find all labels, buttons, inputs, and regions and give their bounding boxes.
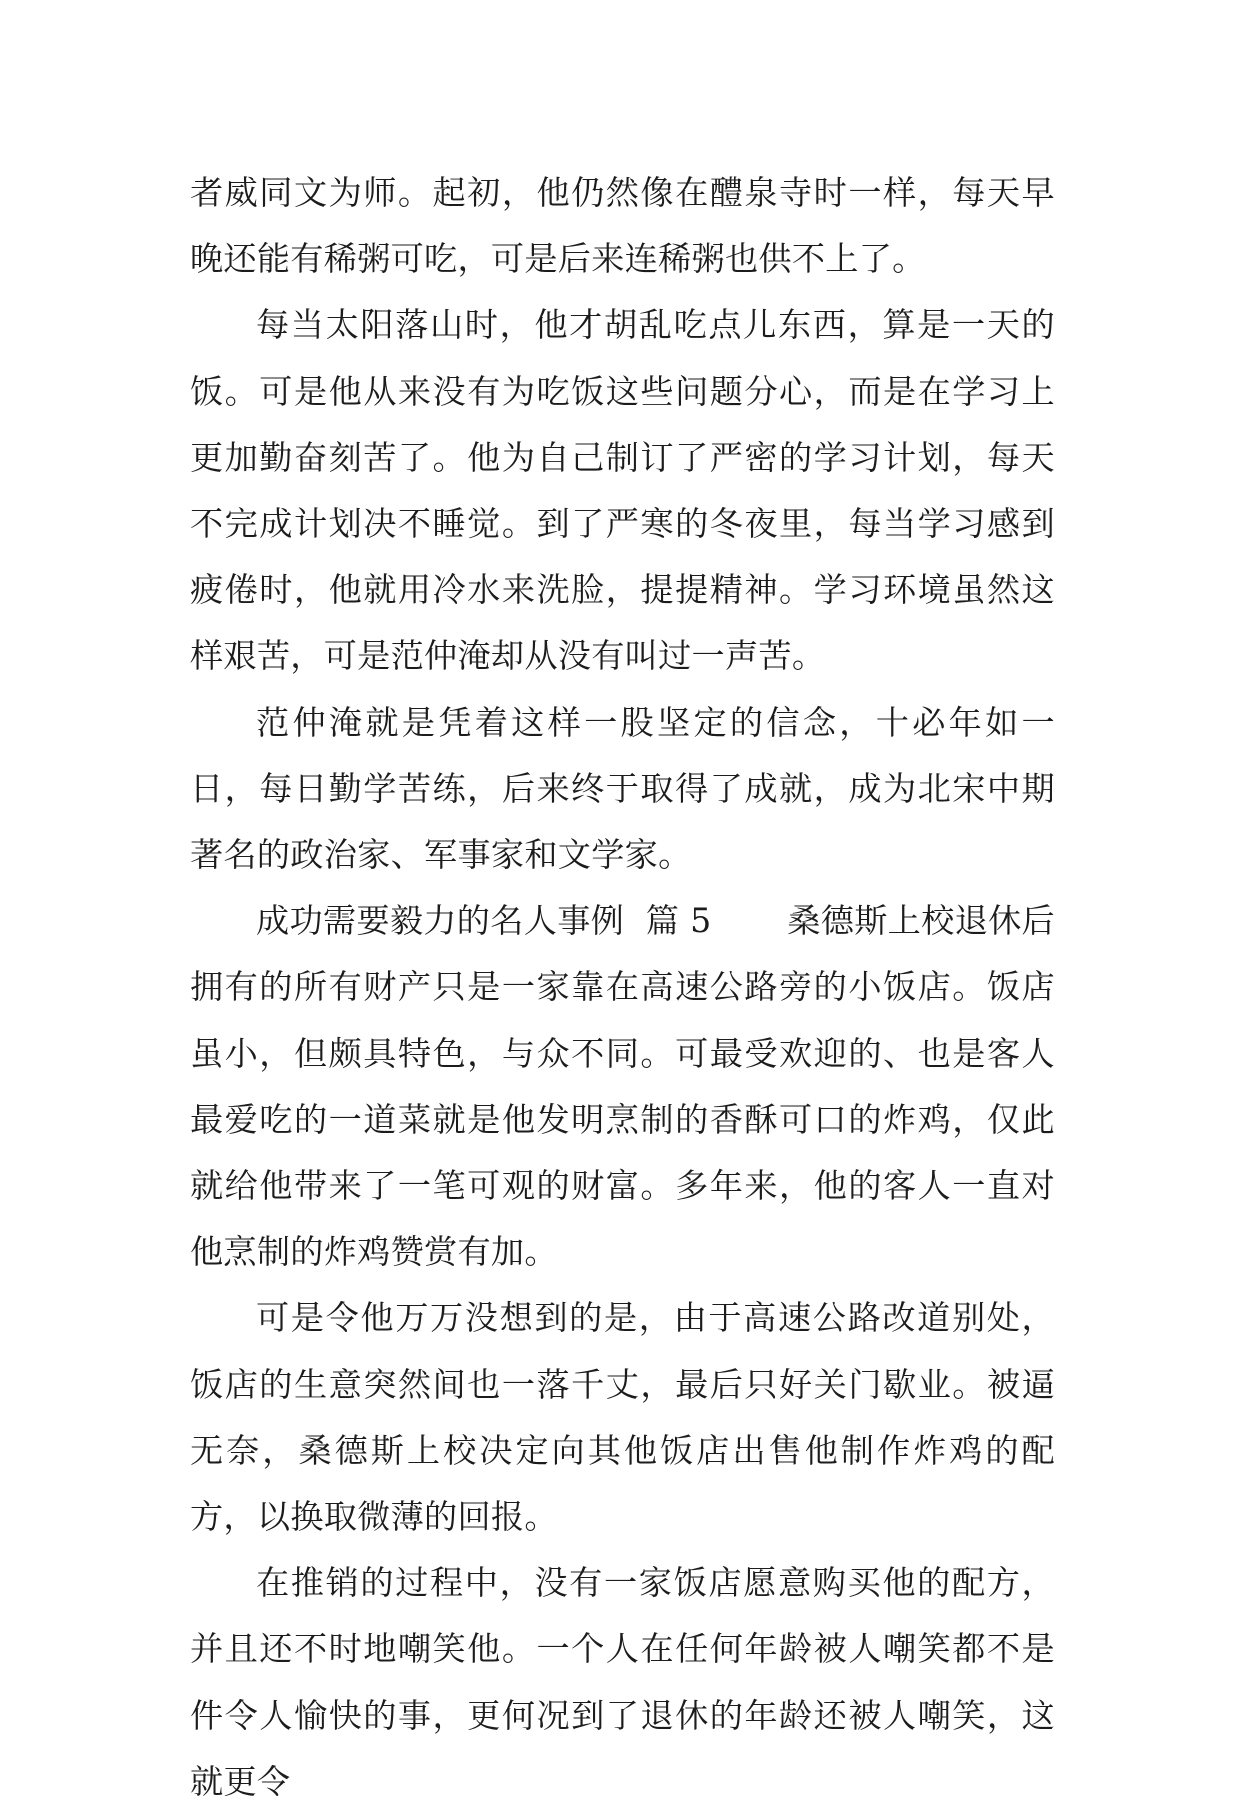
paragraph-6: 在推销的过程中，没有一家饭店愿意购买他的配方，并且还不时地嘲笑他。一个人在任何年龄被人嘲笑都不是件令人愉快的事，更何况到了退休的年龄还被人嘲笑，这就更令 <box>190 1563 1055 1801</box>
paragraph-3: 范仲淹就是凭着这样一股坚定的信念，十必年如一日，每日勤学苦练，后来终于取得了成就，成为北宋中期著名的政治家、军事家和文学家。 <box>190 702 1055 875</box>
paragraph-1: 者威同文为师。起初，他仍然像在醴泉寺时一样，每天早晚还能有稀粥可吃，可是后来连稀粥也供不上了。 <box>190 173 1055 279</box>
document-body <box>190 160 1055 1815</box>
paragraph-5: 可是令他万万没想到的是，由于高速公路改道别处，饭店的生意突然间也一落千丈，最后只好关门歇业。被逼无奈，桑德斯上校决定向其他饭店出售他制作炸鸡的配方，以换取微薄的回报。 <box>190 1298 1055 1537</box>
paragraph-2: 每当太阳落山时，他才胡乱吃点儿东西，算是一天的饭。可是他从来没有为吃饭这些问题分心，而是在学习上更加勤奋刻苦了。他为自己制订了严密的学习计划，每天不完成计划决不睡觉。到了严寒的冬夜里，每当学习感到疲倦时，他就用冷水来洗脸，提提精神。学习环境虽然这样艰苦，可是范仲淹却从没有叫过一声苦。 <box>190 305 1055 676</box>
paragraph-4: 成功需要毅力的名人事例 篇 5 桑德斯上校退休后拥有的所有财产只是一家靠在高速公路旁的小饭店。饭店虽小，但颇具特色，与众不同。可最受欢迎的、也是客人最爱吃的一道菜就是他发明烹制的香酥可口的炸鸡，仅此就给他带来了一笔可观的财富。多年来，他的客人一直对他烹制的炸鸡赞赏有加。 <box>190 901 1055 1272</box>
